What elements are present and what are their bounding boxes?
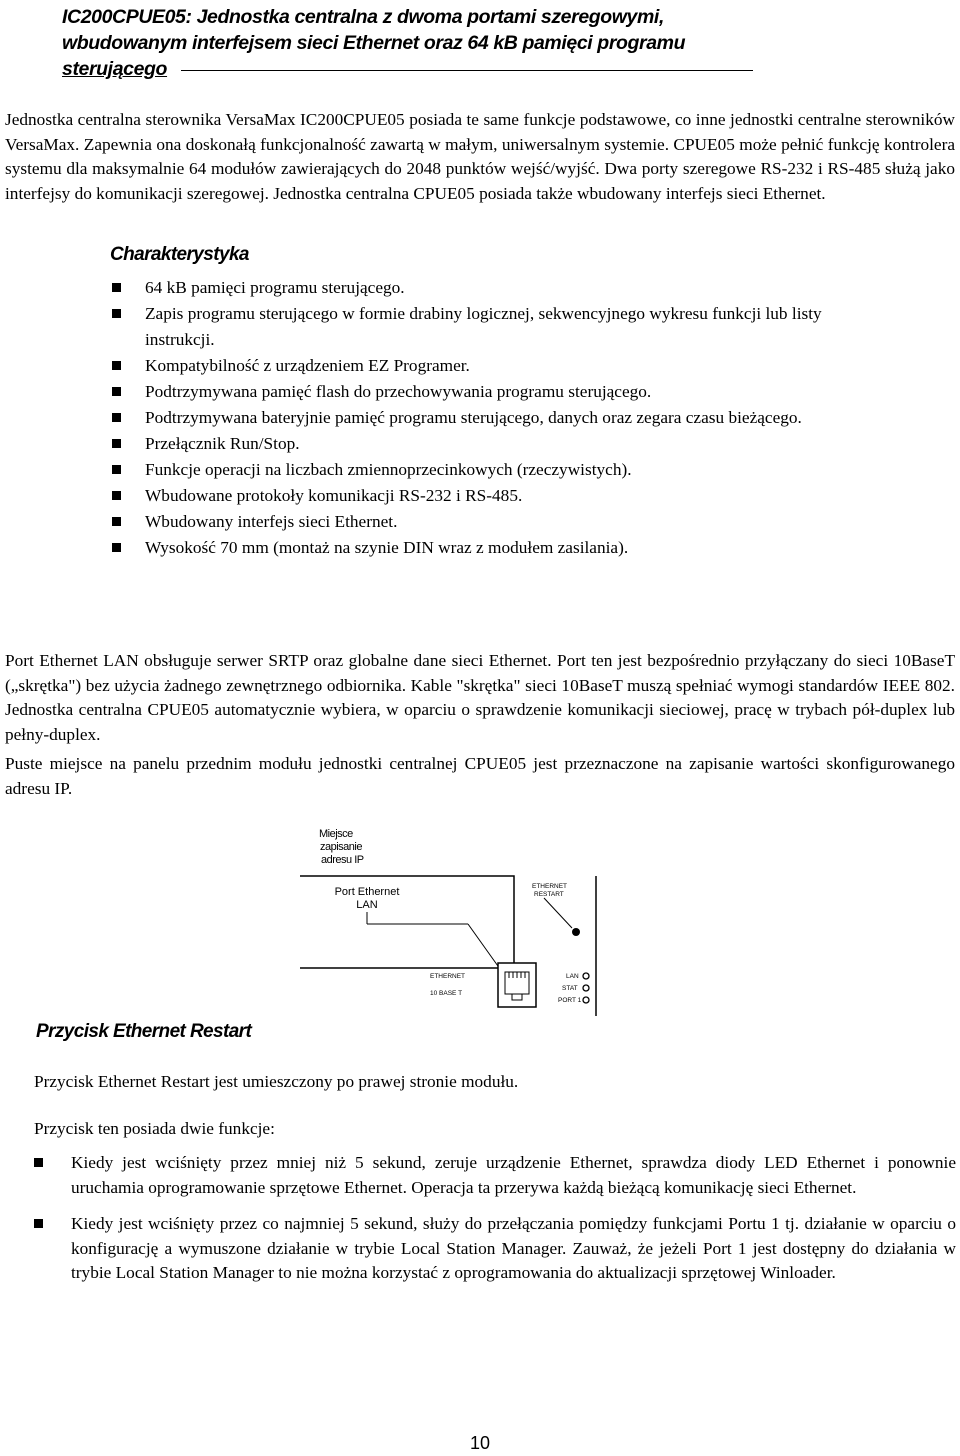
led-label-port1: PORT 1	[558, 997, 582, 1004]
list-item-text: Podtrzymywana bateryjnie pamięć programu sterującego, danych oraz zegara czasu bieżącego.	[145, 407, 802, 427]
bullet-square-icon	[34, 1219, 43, 1228]
list-item-text: Kiedy jest wciśnięty przez mniej niż 5 sekund, zeruje urządzenie Ethernet, sprawdza diody LED Ethernet i ponownie uruchamia oprogramowanie sprzętowe Ethernet. Operacja ta przerywa każdą bieżącą komunikację sieci Ethernet.	[71, 1153, 956, 1197]
bullet-square-icon	[112, 465, 121, 474]
led-lan-icon	[583, 973, 589, 979]
bullet-square-icon	[112, 491, 121, 500]
list-item-text: Przełącznik Run/Stop.	[145, 433, 300, 453]
document-title	[62, 4, 752, 82]
list-item	[110, 353, 870, 379]
list-item-text: Wbudowany interfejs sieci Ethernet.	[145, 512, 398, 532]
list-item-text: Kompatybilność z urządzeniem EZ Programer.	[145, 355, 470, 375]
intro-paragraph: Jednostka centralna sterownika VersaMax IC200CPUE05 posiada te same funkcje podstawowe, co inne jednostki centralne sterowników VersaMax. Zapewnia ona doskonałą funkcjonalność zawartą w małym, uniwersalnym systemie. CPUE05 może pełnić funkcję kontrolera systemu dla maksymalnie 64 modułów zawierających do 2048 punktów wejść/wyjść. Dwa porty szeregowe RS-232 i RS-485 służą jako interfejsy do komunikacji szeregowej. Jednostka centralna CPUE05 posiada także wbudowany interfejs sieci Ethernet.	[5, 110, 955, 203]
list-item	[110, 509, 870, 535]
list-item	[110, 431, 870, 457]
list-item	[110, 275, 870, 301]
list-item-text: Funkcje operacji na liczbach zmiennoprzecinkowych (rzeczywistych).	[145, 460, 632, 480]
list-item	[34, 1212, 956, 1286]
bullet-square-icon	[112, 413, 121, 422]
list-item-text: Wysokość 70 mm (montaż na szynie DIN wraz z modułem zasilania).	[145, 538, 629, 558]
led-label-lan: LAN	[566, 973, 579, 980]
list-item	[34, 1151, 956, 1200]
characteristics-list	[110, 275, 870, 561]
ethernet-port-diagram	[300, 820, 630, 1025]
bullet-square-icon	[112, 543, 121, 552]
ethernet-paragraph: Port Ethernet LAN obsługuje serwer SRTP oraz globalne dane sieci Ethernet. Port ten jest bezpośrednio przyłączany do sieci 10BaseT („skrętka") bez użycia żadnego zewnętrznego odbiornika. Kable "skrętka" sieci 10BaseT muszą spełniać wymogi standardów IEEE 802. Jednostka centralna CPUE05 automatycznie wybiera, w oparciu o sprawdzenie komunikacji sieciowej, pracę w trybach pół-duplex lub pełny-duplex.	[5, 651, 955, 744]
port-label-line-2: LAN	[356, 899, 378, 911]
restart-location-paragraph: Przycisk Ethernet Restart jest umieszczony po prawej stronie modułu.	[34, 1072, 519, 1091]
led-stat-icon	[583, 985, 589, 991]
bullet-square-icon	[112, 283, 121, 292]
restart-heading: Przycisk Ethernet Restart	[36, 1021, 252, 1042]
title-line-1: IC200CPUE05: Jednostka centralna z dwoma portami szeregowymi,	[62, 6, 664, 28]
list-item	[110, 301, 870, 352]
restart-label-line-1: ETHERNET	[532, 883, 568, 890]
led-label-stat: STAT	[562, 985, 578, 992]
port-label-line-1: Port Ethernet	[334, 886, 400, 898]
list-item	[110, 535, 870, 561]
list-item-text: Zapis programu sterującego w formie drabiny logicznej, sekwencyjnego wykresu funkcji lub listy instrukcji.	[145, 304, 822, 349]
ethernet-label: ETHERNET	[430, 973, 466, 980]
list-item-text: Podtrzymywana pamięć flash do przechowywania programu sterującego.	[145, 381, 652, 401]
restart-label-line-2: RESTART	[534, 891, 564, 898]
title-line-3-text: sterującego	[62, 58, 168, 80]
list-item	[110, 379, 870, 405]
bullet-square-icon	[112, 387, 121, 396]
title-line-3	[62, 56, 752, 82]
ip-paragraph: Puste miejsce na panelu przednim modułu jednostki centralnej CPUE05 jest przeznaczone na zapisanie wartości skonfigurowanego adresu IP.	[5, 754, 955, 798]
list-item-text: 64 kB pamięci programu sterującego.	[145, 278, 405, 297]
bullet-square-icon	[34, 1158, 43, 1167]
baset-label: 10 BASE T	[430, 990, 463, 997]
ip-label-line-3: adresu IP	[321, 854, 364, 866]
characteristics-heading: Charakterystyka	[110, 244, 249, 265]
title-line-2: wbudowanym interfejsem sieci Ethernet oraz 64 kB pamięci programu	[62, 32, 686, 54]
ip-label-line-1: Miejsce	[319, 828, 353, 840]
list-item-text: Kiedy jest wciśnięty przez co najmniej 5 sekund, służy do przełączania pomiędzy funkcjami Portu 1 tj. działanie w oparciu o konfigurację a wymuszone działanie w trybie Local Station Manager. Zauważ, że jeżeli Port 1 jest dostępny do działania w trybie Local Station Manager to nie można korzystać z oprogramowania do aktualizacji sprzętowej Winloader.	[71, 1214, 956, 1282]
list-item	[110, 457, 870, 483]
list-item	[110, 483, 870, 509]
restart-intro-paragraph: Przycisk ten posiada dwie funkcje:	[34, 1119, 275, 1138]
ip-write-area	[300, 876, 514, 968]
list-item	[110, 405, 870, 431]
title-underline-rule	[181, 69, 753, 71]
ip-label-line-2: zapisanie	[320, 841, 362, 853]
bullet-square-icon	[112, 309, 121, 318]
bullet-square-icon	[112, 439, 121, 448]
restart-button-icon	[572, 928, 580, 936]
bullet-square-icon	[112, 361, 121, 370]
list-item-text: Wbudowane protokoły komunikacji RS-232 i RS-485.	[145, 486, 523, 506]
bullet-square-icon	[112, 517, 121, 526]
page-number: 10	[469, 1433, 491, 1453]
led-port1-icon	[583, 997, 589, 1003]
restart-functions-list	[34, 1151, 956, 1298]
